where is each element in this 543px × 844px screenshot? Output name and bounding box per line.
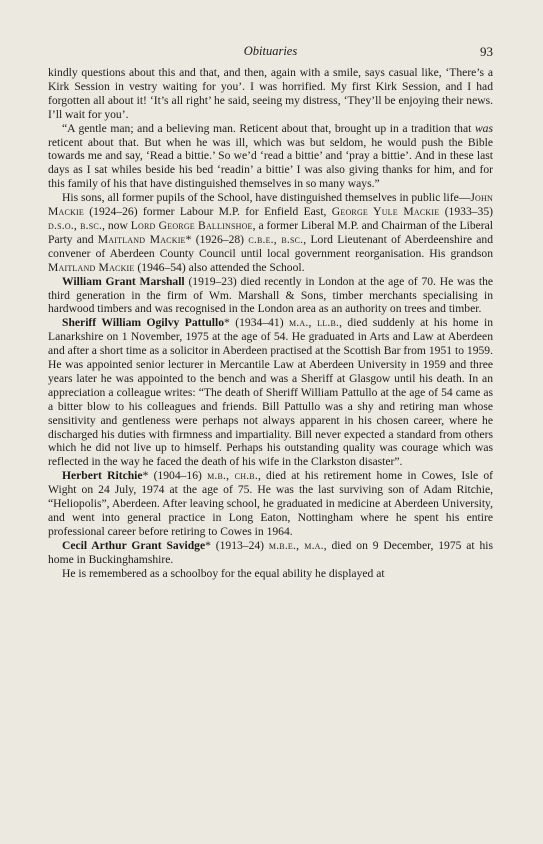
obituary-name: Sheriff William Ogilvy Pattullo [62, 316, 225, 330]
small-caps-text: Maitland Mackie [97, 232, 186, 246]
text-run: (1933–35) [439, 205, 494, 219]
obituaries-text [48, 66, 493, 581]
obituary-name: Herbert Ritchie [62, 469, 143, 483]
text-run: * (1934–41) [224, 316, 289, 330]
small-caps-text: George Yule Mackie [331, 205, 440, 219]
small-caps-text: d.s.o., b.sc. [48, 218, 103, 232]
text-run: kindly questions about this and that, and then, again with a smile, says casual like, ‘There’s a Kirk Session in vestry waiting for you’. I was horrified. My first Kirk Session, and I had forgotten all about it! ‘It’s all right’ he said, seeing my distress, ‘They’ll be enjoying their news. I’ll wait for you’. [48, 66, 493, 121]
text-run: , now [102, 218, 131, 232]
text-run: * (1913–24) [205, 538, 269, 552]
paragraph [48, 567, 493, 581]
obituary-name: William Grant Marshall [62, 274, 185, 288]
page-number: 93 [480, 44, 493, 59]
small-caps-text: Maitland Mackie [48, 260, 135, 274]
text-run: (1946–54) also attended the School. [134, 260, 305, 274]
text-run: “A gentle man; and a believing man. Reticent about that, brought up in a tradition that [62, 121, 475, 135]
text-run: * (1926–28) [185, 232, 249, 246]
paragraph [48, 469, 493, 539]
paragraph [48, 275, 493, 317]
text-run: * (1904–16) [142, 469, 208, 483]
text-run: , a former Liberal M.P. and Chairman of the Liberal Party and [48, 218, 494, 246]
text-run: , Lord Lieutenant of Aberdeenshire and convener of Aberdeen County Council until local government reorganisation. His grandson [48, 232, 493, 260]
small-caps-text: m.b.e., m.a. [268, 538, 324, 552]
paragraph [48, 316, 493, 469]
text-run: His sons, all former pupils of the School, have distinguished themselves in public life— [62, 191, 471, 205]
text-run: , died on 9 December, 1975 at his home in Buckinghamshire. [48, 538, 493, 566]
paragraph [48, 66, 493, 122]
text-run: reticent about that. But when he was ill, which was but seldom, he would push the Bible towards me and say, ‘Read a bittie.’ So we’d ‘read a bittie’ and ‘pray a bittie’. And in these last days as I sat whiles beside his bed ‘readin’ a bittie’ I was also giving thanks for him, and for this family of his that have distinguished themselves in so many ways.” [48, 135, 493, 191]
small-caps-text: c.b.e., b.sc. [248, 232, 304, 246]
paragraph [48, 122, 493, 192]
text-run: He is remembered as a schoolboy for the equal ability he displayed at [62, 566, 385, 580]
paragraph [48, 539, 493, 567]
obituary-name: Cecil Arthur Grant Savidge [62, 538, 206, 552]
small-caps-text: John Mackie [48, 191, 493, 219]
small-caps-text: m.b., ch.b. [207, 469, 258, 483]
paragraph [48, 191, 493, 274]
running-head: Obituaries [243, 44, 298, 58]
text-run: , died suddenly at his home in Lanarkshire on 1 November, 1975 at the age of 54. He graduated in Arts and Law at Aberdeen and after a short time as a solicitor in Aberdeen practised at the Scottish Bar from 1951 to 1959. He was appointed senior lecturer in Mercantile Law at Aberdeen University in 1959 and three years later he was appointed to the bench and was a Sheriff at Glasgow until his death. In an appreciation a colleague writes: “The death of Sheriff William Pattullo at the age of 54 came as a bitter blow to his colleagues and friends. Bill Pattullo was a shy and retiring man whose sensitivity and gentleness were perhaps not always apparent in his chosen career, where he discharged his duties with firmness and impartiality. Bill never expected a standard from others which he did not live up to himself. Perhaps his outstanding quality was courage which was reflected in the way he faced the death of his wife in the Clarkston disaster”. [48, 316, 493, 469]
text-run: (1919–23) died recently in London at the age of 70. He was the third generation in the firm of Wm. Marshall & Sons, timber merchants specialising in hardwood timbers and was recognised in the London area as an authority on trees and timber. [48, 274, 494, 316]
small-caps-text: Lord George Ballinshoe [130, 218, 253, 232]
italic-text: was [474, 121, 493, 135]
small-caps-text: m.a., ll.b. [288, 316, 340, 330]
text-run: , died at his retirement home in Cowes, Isle of Wight on 24 July, 1974 at the age of 75. He was the last surviving son of Adam Ritchie, “Heliopolis”, Aberdeen. After leaving school, he graduated in medicine at Aberdeen University, and went into general practice in Long Eaton, Nottingham where he spent his entire professional career before retiring to Cowes in 1964. [48, 469, 493, 538]
text-run: (1924–26) former Labour M.P. for Enfield East, [83, 205, 332, 219]
page-header [48, 44, 493, 66]
